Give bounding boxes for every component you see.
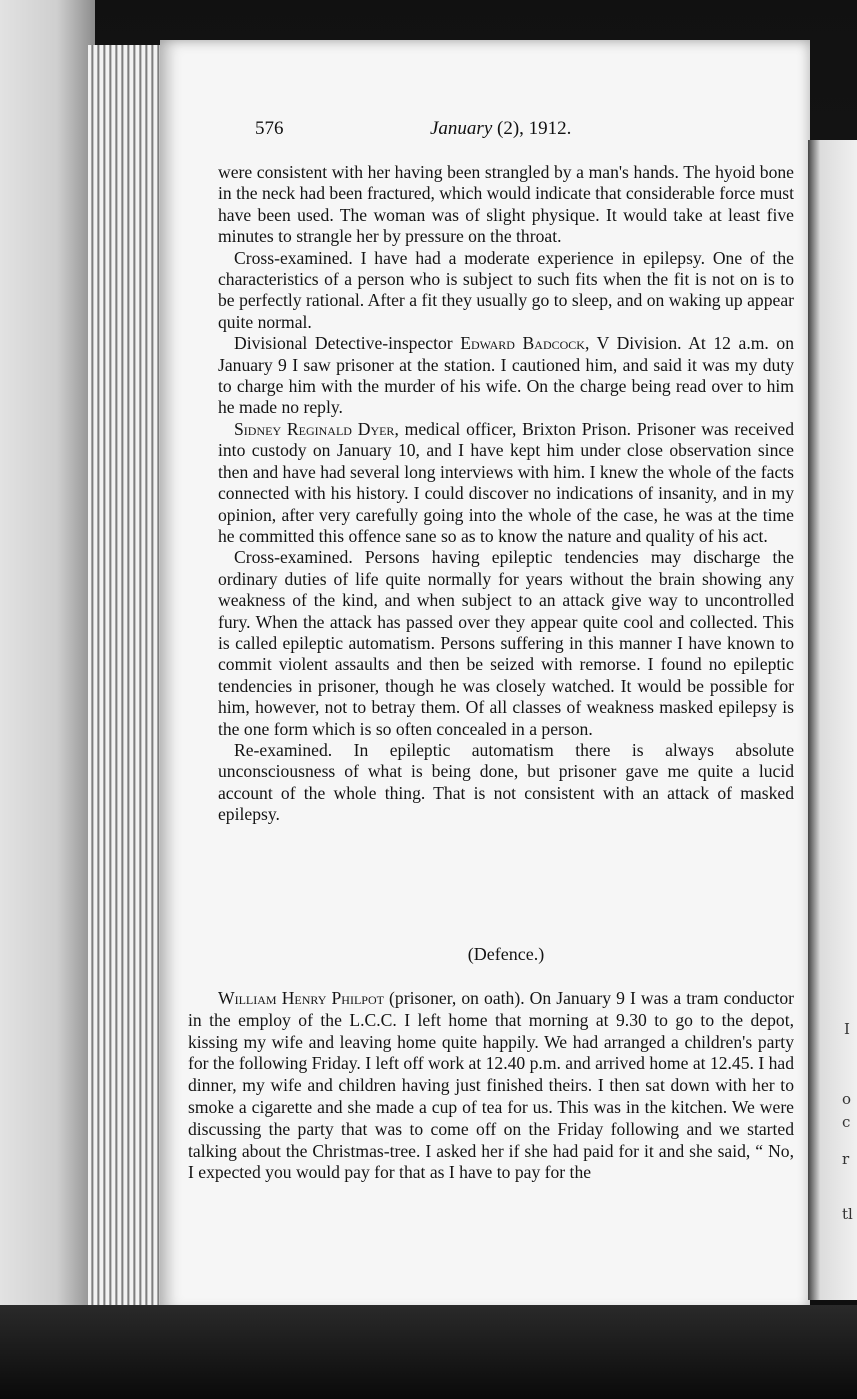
badcock-text: , V Division. At 12 a.m. on January 9 I saw prisoner at the station. I cautioned him, and said it was my duty to charge him with the murder of his wife. On the charge being read over to him he made no reply. [218, 333, 794, 418]
running-title [430, 118, 571, 140]
page-stack-edge [88, 45, 168, 1310]
dyer-text: , medical officer, Brixton Prison. Prisoner was received into custody on January 10, and I have kept him under close observation since then and have had several long interviews with him. I knew the whole of the facts connected with his history. I could discover no indications of insanity, and in my opinion, after very carefully going into the whole of the case, he was at the time he committed this offence sane so as to know the nature and quality of his act. [218, 418, 795, 546]
witness-name-badcock: Edward Badcock [460, 333, 585, 354]
philpot-text: (prisoner, on oath). On January 9 I was a tram conductor in the employ of the L.C.C. I left home that morning at 9.30 to go to the depot, kissing my wife and leaving home quite happily. We had arranged a children's party for the following Friday. I left off work at 12.40 p.m. and arrived home at 12.45. I had dinner, my wife and children having just finished theirs. I then sat down with her to smoke a cigarette and she made a cup of tea for us. This was in the kitchen. We were discussing the party that was to come off on the Friday following and we started talking about the Christmas-tree. I asked her if she had paid for it and she said, “ No, I expected you would pay for that as I have to pay for the [188, 988, 794, 1183]
testimony-text [218, 162, 794, 826]
facing-fragment: tl [842, 1205, 853, 1223]
badcock-lead: Divisional Detective-inspector [234, 333, 461, 354]
facing-page [808, 140, 857, 1300]
paragraph-cross-examined-2: Cross-examined. Persons having epileptic tendencies may discharge the ordinary duties of life quite normally for years without the brain showing any weakness of the kind, and when subject to an attack give way to uncontrolled fury. When the attack has passed over they appear quite cool and collected. This is called epileptic automatism. Persons suffering in this manner I have known to commit violent assaults and then be seized with remorse. I found no epileptic tendencies in prisoner, though he was closely watched. It would be possible for him, however, not to betray them. Of all classes of weakness masked epilepsy is the one form which is so often concealed in a person. [218, 547, 794, 739]
paragraph-dyer [218, 419, 794, 547]
paragraph-cross-examined-1: Cross-examined. I have had a moderate experience in epilepsy. One of the characteristics of a person who is subject to such fits when the fit is not on is to be perfectly rational. After a fit they usually go to sleep, and on waking up appear quite normal. [218, 247, 794, 332]
running-title-month: January [430, 118, 493, 139]
facing-fragment: I [844, 1020, 850, 1038]
bottom-shadow [0, 1305, 857, 1399]
table-surface [0, 0, 95, 1399]
paragraph-re-examined: Re-examined. In epileptic automatism there is always absolute unconsciousness of what is being done, but prisoner gave me quite a lucid account of the whole thing. That is not consistent with an attack of masked epilepsy. [218, 739, 794, 825]
witness-name-dyer: Sidney Reginald Dyer [234, 418, 395, 439]
defence-testimony [188, 988, 794, 1184]
facing-fragment: o [842, 1090, 852, 1108]
page-number: 576 [255, 118, 284, 139]
paragraph-badcock [218, 333, 794, 419]
witness-name-philpot: William Henry Philpot [218, 988, 384, 1008]
running-title-rest: (2), 1912. [492, 118, 572, 139]
facing-fragment: r [842, 1150, 850, 1168]
facing-fragment: c [842, 1113, 851, 1131]
paragraph-continued: were consistent with her having been strangled by a man's hands. The hyoid bone in the neck had been fractured, which would indicate that considerable force must have been used. The woman was of slight physique. It would take at least five minutes to strangle her by pressure on the throat. [218, 162, 794, 247]
defence-heading: (Defence.) [467, 944, 545, 964]
paragraph-philpot [188, 988, 794, 1184]
